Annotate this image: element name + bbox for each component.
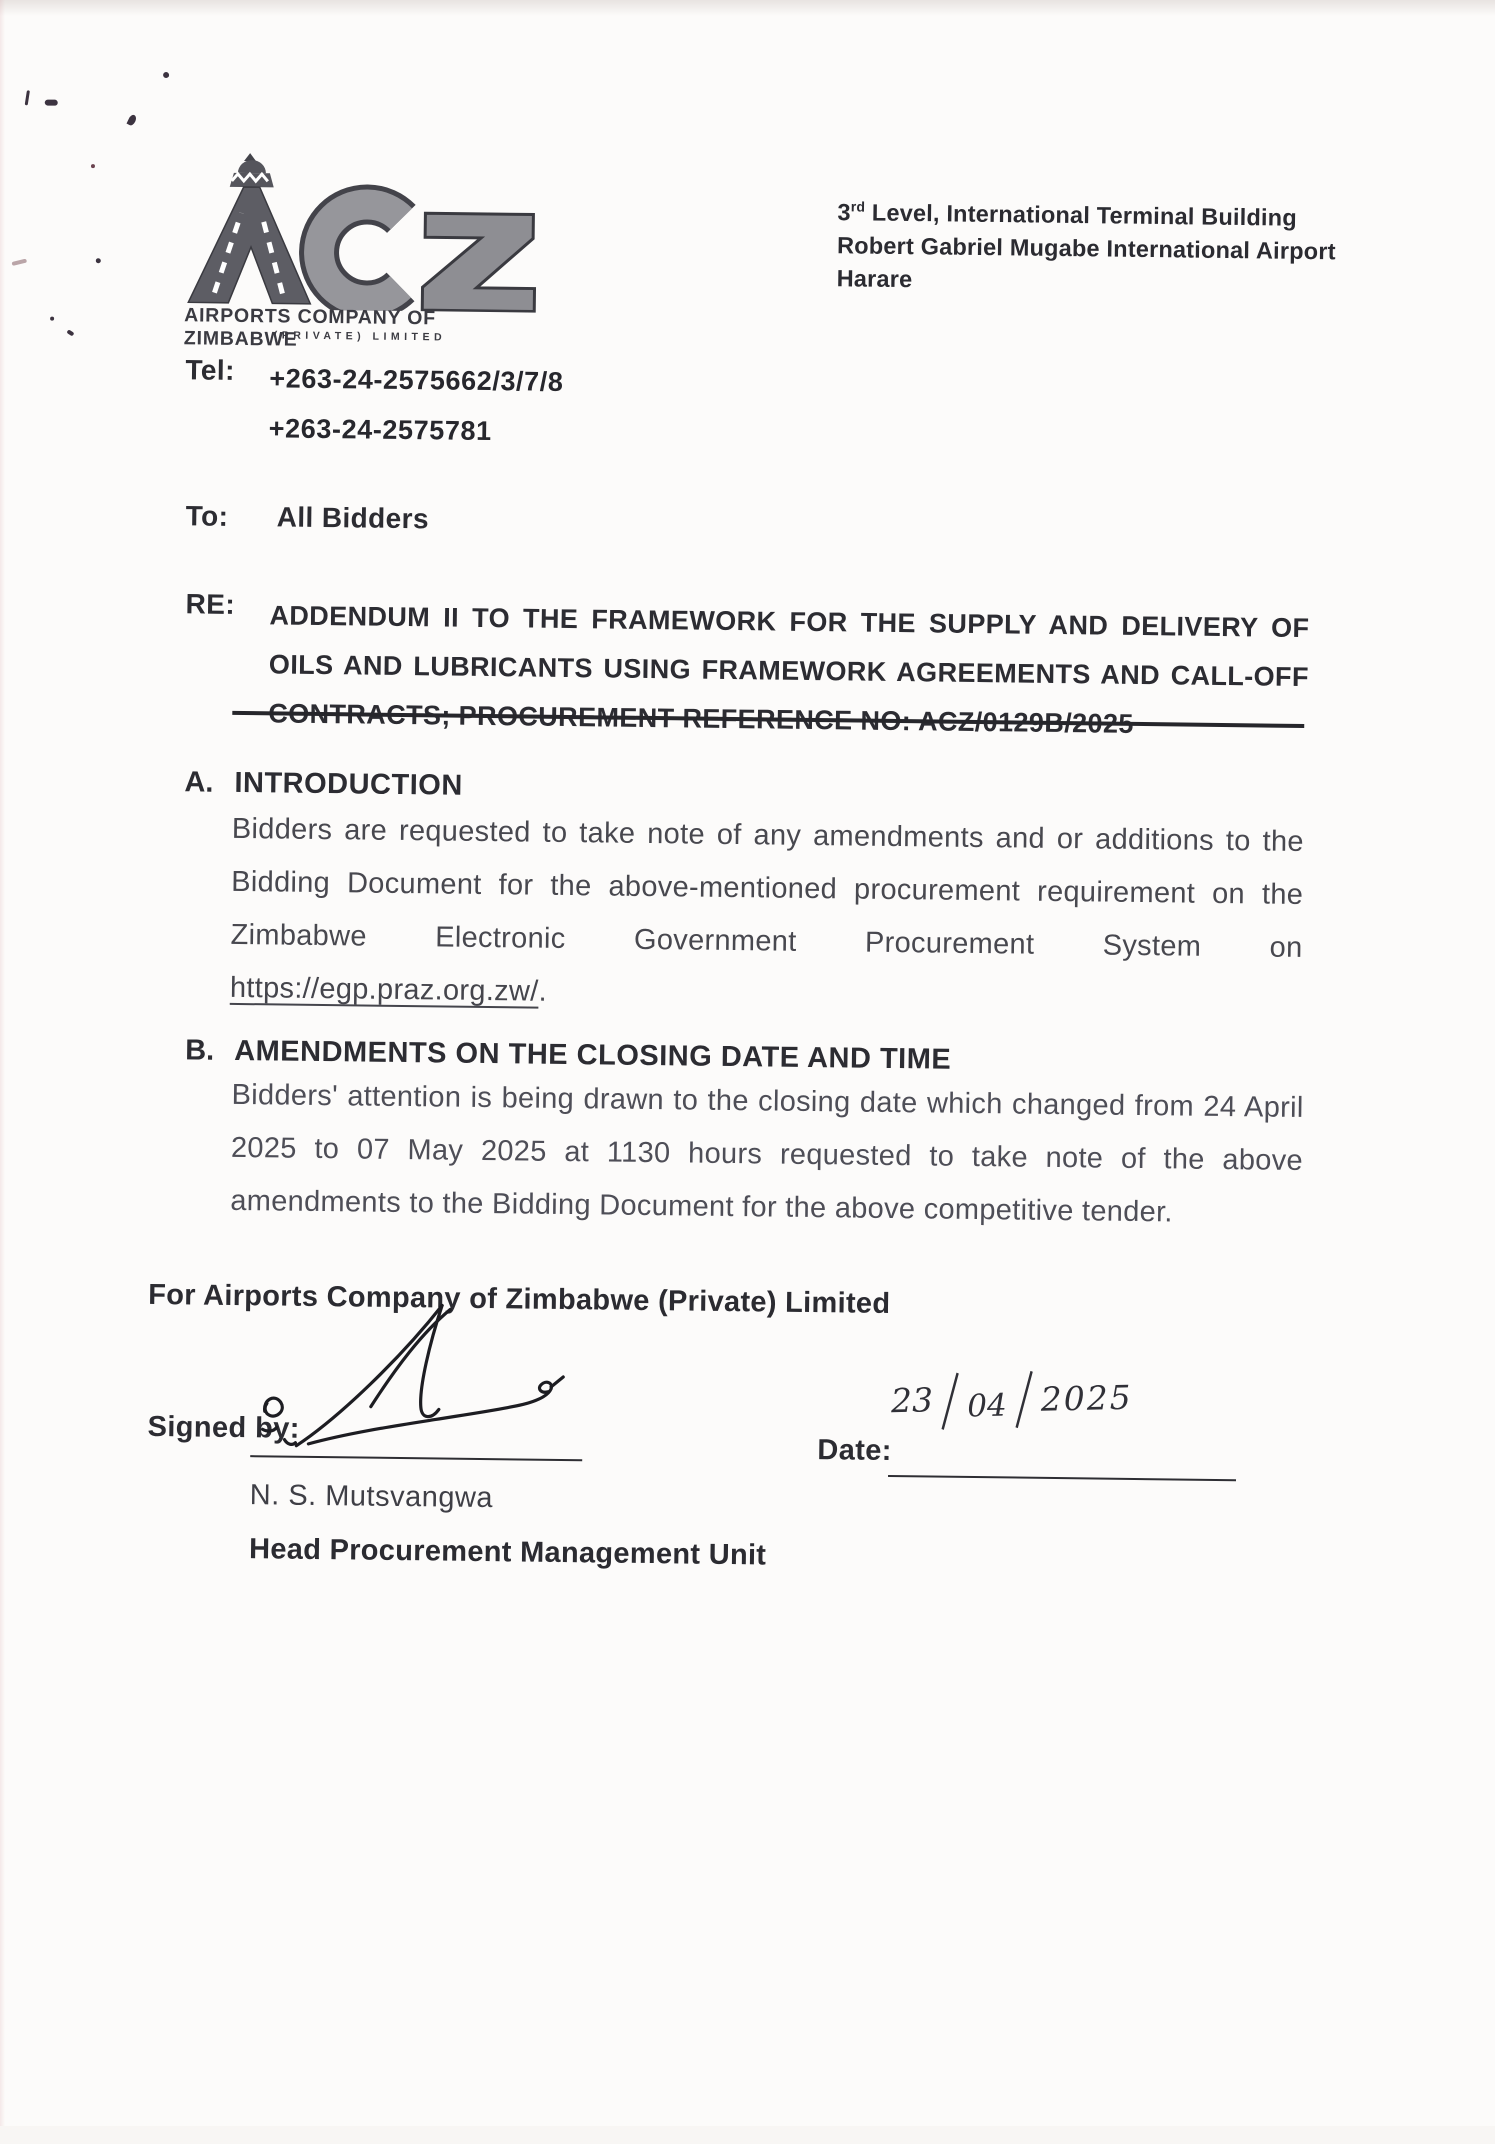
ink-speck [66, 329, 74, 336]
ink-speck [25, 90, 30, 105]
signed-by-label: Signed by: [147, 1410, 300, 1445]
tel-number-2: +263-24-2575781 [268, 413, 492, 447]
date-label: Date: [817, 1434, 893, 1468]
date-separator: / [943, 1356, 957, 1447]
ink-speck [91, 164, 95, 168]
signatory-name: N. S. Mutsvangwa [249, 1479, 494, 1515]
subject-text: ADDENDUM II TO THE FRAMEWORK FOR THE SUPPLY AND DELIVERY OF OILS AND LUBRICANTS USING FRAMEWORK AGREEMENTS AND CALL-OFF CONTRACTS; PROCUREMENT REFERENCE NO: ACZ/0129B/2025 [268, 600, 1310, 739]
egp-praz-link[interactable]: https://egp.praz.org.zw/ [229, 971, 539, 1008]
date-day: 23 [890, 1380, 934, 1421]
section-a-body-text: Bidders are requested to take note of any amendments and or additions to the Bidding Document for the above-mentioned procurement requirement on the Zimbabwe Electronic Government Procurement System on [230, 812, 1305, 964]
tel-label: Tel: [185, 354, 235, 386]
section-b-marker: B. [184, 1034, 215, 1067]
handwritten-date [890, 1354, 1134, 1447]
signatory-title: Head Procurement Management Unit [248, 1533, 767, 1572]
address-line-3: Harare [836, 265, 913, 292]
date-line [888, 1475, 1236, 1481]
acz-logo-icon [184, 150, 538, 312]
section-a-body-period: . [538, 975, 548, 1008]
section-a-marker: A. [184, 766, 214, 799]
date-separator: / [1016, 1354, 1031, 1445]
letterhead-address [836, 190, 1397, 302]
section-a-heading: INTRODUCTION [234, 766, 463, 802]
tel-number-1: +263-24-2575662/3/7/8 [269, 363, 564, 397]
tel-numbers [268, 353, 563, 457]
ink-speck [50, 317, 54, 321]
date-month: 04 [966, 1387, 1008, 1425]
date-year: 2025 [1040, 1377, 1134, 1419]
to-label: To: [185, 500, 229, 532]
org-name: AIRPORTS COMPANY OF ZIMBABWE [183, 304, 437, 351]
to-value: All Bidders [276, 501, 430, 535]
ink-speck [12, 259, 28, 266]
section-b-body: Bidders' attention is being drawn to the closing date which changed from 24 April 2025 to 07 May 2025 at 1130 hours requested to take note of the above amendments to the Bidding Document for the above competitive tender. [230, 1078, 1304, 1229]
address-line-1: 3rd Level, International Terminal Building [837, 198, 1298, 231]
address-line-2: Robert Gabriel Mugabe International Airport [836, 232, 1336, 265]
ink-speck [163, 72, 169, 78]
section-a-body [230, 803, 1305, 1028]
section-b-heading: AMENDMENTS ON THE CLOSING DATE AND TIME [233, 1034, 952, 1076]
org-subtitle: (PRIVATE) LIMITED [273, 329, 447, 344]
for-company-line: For Airports Company of Zimbabwe (Private) Limited [147, 1278, 891, 1320]
ink-speck [96, 258, 101, 263]
re-label: RE: [185, 588, 236, 620]
ink-speck [45, 100, 58, 106]
ink-speck [127, 114, 138, 127]
signature-icon [250, 1293, 602, 1467]
